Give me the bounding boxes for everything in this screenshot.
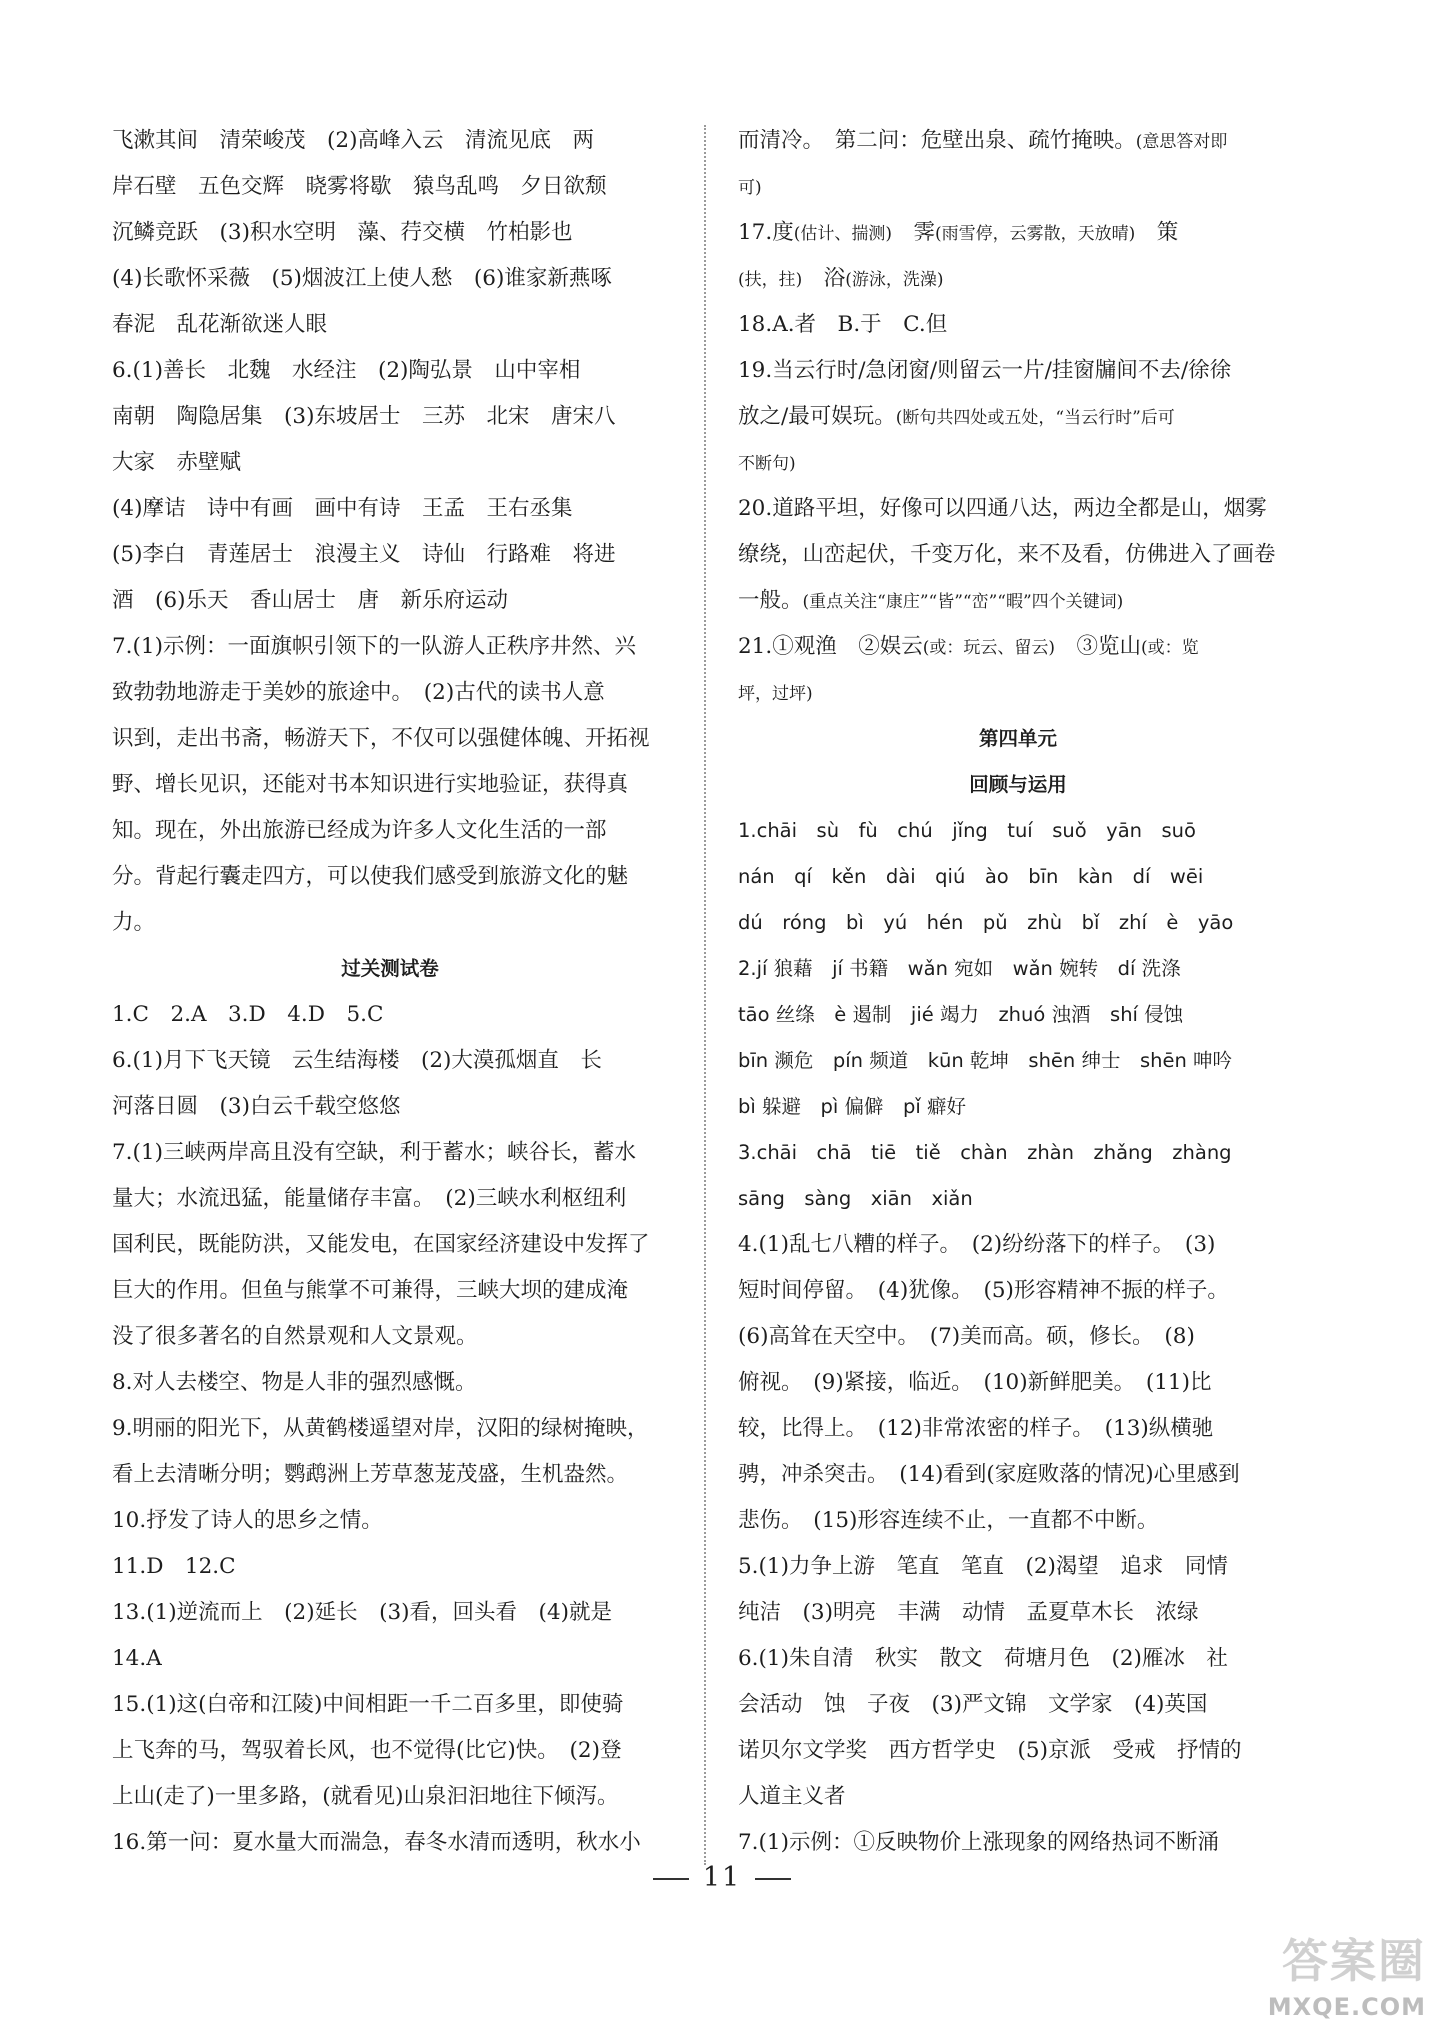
line-text: 9.明丽的阳光下，从黄鹤楼遥望对岸，汉阳的绿树掩映， (112, 1416, 649, 1441)
answer-line (738, 210, 1298, 256)
line-text: bì 躲避 pì 偏僻 pǐ 癖好 (738, 1095, 966, 1118)
answer-line (738, 1268, 1298, 1314)
line-note: 坪，过坪) (738, 684, 813, 704)
answer-line (112, 164, 668, 210)
watermark-logo: 答案圈 (1282, 1934, 1426, 1988)
section-heading (738, 762, 1298, 808)
line-text: 上飞奔的马，驾驭着长风，也不觉得(比它)快。 (2)登 (112, 1738, 622, 1763)
line-text: 4.(1)乱七八糟的样子。 (2)纷纷落下的样子。 (3) (738, 1232, 1216, 1257)
line-text: 6.(1)朱自清 秋实 散文 荷塘月色 (2)雁冰 社 (738, 1646, 1228, 1671)
answer-line (112, 1682, 668, 1728)
answer-line (112, 1084, 668, 1130)
line-text: 浴 (802, 266, 846, 291)
line-text: 3.chāi chā tiē tiě chàn zhàn zhǎng zhàng (738, 1141, 1232, 1164)
line-text: 2.jí 狼藉 jí 书籍 wǎn 宛如 wǎn 婉转 dí 洗涤 (738, 957, 1181, 980)
line-text: 霁 (891, 220, 935, 245)
answer-line (738, 1682, 1298, 1728)
answer-line (738, 1452, 1298, 1498)
line-text: 18.A.者 B.于 C.但 (738, 312, 948, 337)
answer-line (112, 440, 668, 486)
answer-line (112, 486, 668, 532)
answer-line (112, 900, 668, 946)
line-text: 11.D 12.C (112, 1554, 236, 1579)
line-text: 河落日圆 (3)白云千载空悠悠 (112, 1094, 401, 1119)
line-text: 8.对人去楼空、物是人非的强烈感慨。 (112, 1370, 477, 1395)
line-text: 量大；水流迅猛，能量储存丰富。 (2)三峡水利枢纽利 (112, 1186, 627, 1211)
line-text: 过关测试卷 (341, 957, 439, 980)
answer-line (738, 1498, 1298, 1544)
answer-line (738, 1222, 1298, 1268)
line-text: 致勃勃地游走于美妙的旅途中。 (2)古代的读书人意 (112, 680, 605, 705)
answer-line (112, 1176, 668, 1222)
answer-line (112, 762, 668, 808)
line-note: (游泳，洗澡) (845, 270, 944, 290)
line-note: (估计、揣测) (793, 224, 892, 244)
line-text: 春泥 乱花渐欲迷人眼 (112, 312, 328, 337)
line-text: 一般。 (738, 588, 803, 613)
line-note: 可) (738, 178, 762, 198)
line-note: (扶，拄) (738, 270, 803, 290)
answer-line (738, 992, 1298, 1038)
watermark (1220, 1929, 1434, 2025)
answer-line (112, 1498, 668, 1544)
answer-line (112, 118, 668, 164)
line-text: 骋，冲杀突击。 (14)看到(家庭败落的情况)心里感到 (738, 1462, 1240, 1487)
answer-line (112, 348, 668, 394)
answer-line (112, 1590, 668, 1636)
line-text: 国利民，既能防洪，又能发电，在国家经济建设中发挥了 (112, 1232, 650, 1257)
answer-line (738, 1590, 1298, 1636)
answer-line (112, 854, 668, 900)
answer-line (112, 578, 668, 624)
line-text: 7.(1)示例：一面旗帜引领下的一队游人正秩序井然、兴 (112, 634, 636, 659)
line-text: (4)长歌怀采薇 (5)烟波江上使人愁 (6)谁家新燕啄 (112, 266, 612, 291)
line-text: 1.C 2.A 3.D 4.D 5.C (112, 1002, 384, 1027)
answer-line (112, 1820, 668, 1866)
line-text: 1.chāi sù fù chú jǐng tuí suǒ yān suō (738, 819, 1196, 842)
answer-line (738, 302, 1298, 348)
line-text: (4)摩诘 诗中有画 画中有诗 王孟 王右丞集 (112, 496, 573, 521)
watermark-url: MXQE.COM (1267, 1993, 1426, 2021)
answer-line (738, 1406, 1298, 1452)
line-text: 人道主义者 (738, 1784, 846, 1809)
answer-line (738, 1130, 1298, 1176)
answer-line (112, 1728, 668, 1774)
answer-line (112, 210, 668, 256)
line-text: 14.A (112, 1646, 162, 1671)
line-note: (重点关注“康庄”“皆”“峦”“暇”四个关键词) (802, 592, 1124, 612)
answer-line (112, 302, 668, 348)
answer-line (738, 1314, 1298, 1360)
page-number (0, 1862, 1444, 1893)
line-text: 知。现在，外出旅游已经成为许多人文化生活的一部 (112, 818, 607, 843)
answer-line (112, 1452, 668, 1498)
answer-line (738, 900, 1298, 946)
answer-line (112, 532, 668, 578)
line-text: 力。 (112, 910, 156, 935)
line-text: 大家 赤壁赋 (112, 450, 242, 475)
line-text: 放之/最可娱玩。 (738, 404, 896, 429)
line-text: bīn 濒危 pín 频道 kūn 乾坤 shēn 绅士 shēn 呻吟 (738, 1049, 1233, 1072)
line-text: 纯洁 (3)明亮 丰满 动情 孟夏草木长 浓绿 (738, 1600, 1199, 1625)
line-text: 较，比得上。 (12)非常浓密的样子。 (13)纵横驰 (738, 1416, 1214, 1441)
line-text: 19.当云行时/急闭窗/则留云一片/挂窗牖间不去/徐徐 (738, 358, 1232, 383)
line-note: (雨雪停，云雾散，天放晴) (934, 224, 1136, 244)
line-text: 飞漱其间 清荣峻茂 (2)高峰入云 清流见底 两 (112, 128, 594, 153)
line-text: 7.(1)示例：①反映物价上涨现象的网络热词不断涌 (738, 1830, 1219, 1855)
answer-line (112, 1130, 668, 1176)
page-number-value: 11 (702, 1862, 742, 1893)
answer-line (112, 716, 668, 762)
answer-line (738, 256, 1298, 302)
line-text: 回顾与运用 (969, 773, 1067, 796)
answer-line (738, 1774, 1298, 1820)
line-text: dú róng bì yú hén pǔ zhù bǐ zhí è yāo (738, 911, 1234, 934)
line-text: ③览山 (1054, 634, 1141, 659)
line-text: 识到，走出书斋，畅游天下，不仅可以强健体魄、开拓视 (112, 726, 650, 751)
answer-line (738, 486, 1298, 532)
line-note: (意思答对即 (1135, 132, 1228, 152)
answer-line (112, 1268, 668, 1314)
line-text: 6.(1)月下飞天镜 云生结海楼 (2)大漠孤烟直 长 (112, 1048, 602, 1073)
line-text: tāo 丝绦 è 遏制 jié 竭力 zhuó 浊酒 shí 侵蚀 (738, 1003, 1184, 1026)
answer-line (738, 624, 1298, 670)
answer-line (738, 1544, 1298, 1590)
answer-line (112, 624, 668, 670)
line-text: 21.①观渔 ②娱云 (738, 634, 923, 659)
answer-line (738, 1176, 1298, 1222)
line-text: 15.(1)这(白帝和江陵)中间相距一千二百多里，即使骑 (112, 1692, 624, 1717)
line-text: 20.道路平坦，好像可以四通八达，两边全都是山，烟雾 (738, 496, 1267, 521)
line-note: (或：览 (1140, 638, 1199, 658)
line-text: 缭绕，山峦起伏，千变万化，来不及看，仿佛进入了画卷 (738, 542, 1276, 567)
answer-line (738, 854, 1298, 900)
answer-line (738, 1820, 1298, 1866)
answer-line (738, 1084, 1298, 1130)
answer-line (738, 1360, 1298, 1406)
line-text: 会活动 蚀 子夜 (3)严文锦 文学家 (4)英国 (738, 1692, 1208, 1717)
answer-line (738, 670, 1298, 716)
answer-line (738, 1636, 1298, 1682)
answer-line (112, 1314, 668, 1360)
line-text: 巨大的作用。但鱼与熊掌不可兼得，三峡大坝的建成淹 (112, 1278, 629, 1303)
line-text: 13.(1)逆流而上 (2)延长 (3)看，回头看 (4)就是 (112, 1600, 613, 1625)
line-text: 沉鳞竞跃 (3)积水空明 藻、荇交横 竹柏影也 (112, 220, 573, 245)
line-text: 酒 (6)乐天 香山居士 唐 新乐府运动 (112, 588, 508, 613)
line-text: 悲伤。 (15)形容连续不止，一直都不中断。 (738, 1508, 1159, 1533)
page-number-dash-left (653, 1878, 689, 1880)
line-text: 第四单元 (978, 727, 1057, 750)
line-text: (5)李白 青莲居士 浪漫主义 诗仙 行路难 将进 (112, 542, 616, 567)
line-text: 岸石壁 五色交辉 晓雾将歇 猿鸟乱鸣 夕日欲颓 (112, 174, 607, 199)
line-text: (6)高耸在天空中。 (7)美而高。硕，修长。 (8) (738, 1324, 1195, 1349)
line-text: 而清冷。 第二问：危壁出泉、疏竹掩映。 (738, 128, 1136, 153)
answer-line (738, 1728, 1298, 1774)
line-text: 6.(1)善长 北魏 水经注 (2)陶弘景 山中宰相 (112, 358, 581, 383)
line-note: (或：玩云、留云) (922, 638, 1055, 658)
line-text: 看上去清晰分明；鹦鹉洲上芳草葱茏茂盛，生机盎然。 (112, 1462, 629, 1487)
line-note: (断句共四处或五处，“当云行时”后可 (895, 408, 1175, 428)
line-text: 野、增长见识，还能对书本知识进行实地验证，获得真 (112, 772, 629, 797)
left-column (112, 118, 668, 1866)
right-column (738, 118, 1298, 1866)
line-text: nán qí kěn dài qiú ào bīn kàn dí wēi (738, 865, 1204, 888)
column-divider (704, 125, 706, 1865)
answer-line (738, 440, 1298, 486)
answer-line (738, 578, 1298, 624)
answer-line (112, 808, 668, 854)
answer-line (112, 256, 668, 302)
line-text: 短时间停留。 (4)犹像。 (5)形容精神不振的样子。 (738, 1278, 1229, 1303)
line-text: 10.抒发了诗人的思乡之情。 (112, 1508, 383, 1533)
answer-line (112, 1636, 668, 1682)
line-text: 分。背起行囊走四方，可以使我们感受到旅游文化的魅 (112, 864, 629, 889)
answer-line (738, 348, 1298, 394)
answer-line (112, 1360, 668, 1406)
answer-line (112, 1544, 668, 1590)
line-text: 16.第一问：夏水量大而湍急，春冬水清而透明，秋水小 (112, 1830, 641, 1855)
answer-line (738, 532, 1298, 578)
answer-line (112, 394, 668, 440)
answer-line (738, 1038, 1298, 1084)
page-number-dash-right (755, 1878, 791, 1880)
line-text: 俯视。 (9)紧接，临近。 (10)新鲜肥美。 (11)比 (738, 1370, 1212, 1395)
section-heading (738, 716, 1298, 762)
line-text: 诺贝尔文学奖 西方哲学史 (5)京派 受戒 抒情的 (738, 1738, 1242, 1763)
answer-line (738, 118, 1298, 164)
line-text: 没了很多著名的自然景观和人文景观。 (112, 1324, 478, 1349)
answer-line (112, 1038, 668, 1084)
answer-line (112, 1222, 668, 1268)
answer-line (112, 992, 668, 1038)
line-text: 策 (1135, 220, 1179, 245)
line-text: 南朝 陶隐居集 (3)东坡居士 三苏 北宋 唐宋八 (112, 404, 616, 429)
line-text: sāng sàng xiān xiǎn (738, 1187, 973, 1210)
line-text: 17.度 (738, 220, 794, 245)
line-note: 不断句) (738, 454, 796, 474)
answer-line (738, 164, 1298, 210)
answer-line (738, 394, 1298, 440)
answer-line (738, 946, 1298, 992)
line-text: 7.(1)三峡两岸高且没有空缺，利于蓄水；峡谷长，蓄水 (112, 1140, 636, 1165)
section-heading (112, 946, 668, 992)
answer-line (112, 670, 668, 716)
line-text: 上山(走了)一里多路，(就看见)山泉汩汩地往下倾泻。 (112, 1784, 619, 1809)
answer-line (738, 808, 1298, 854)
line-text: 5.(1)力争上游 笔直 笔直 (2)渴望 追求 同情 (738, 1554, 1228, 1579)
answer-line (112, 1406, 668, 1452)
answer-line (112, 1774, 668, 1820)
